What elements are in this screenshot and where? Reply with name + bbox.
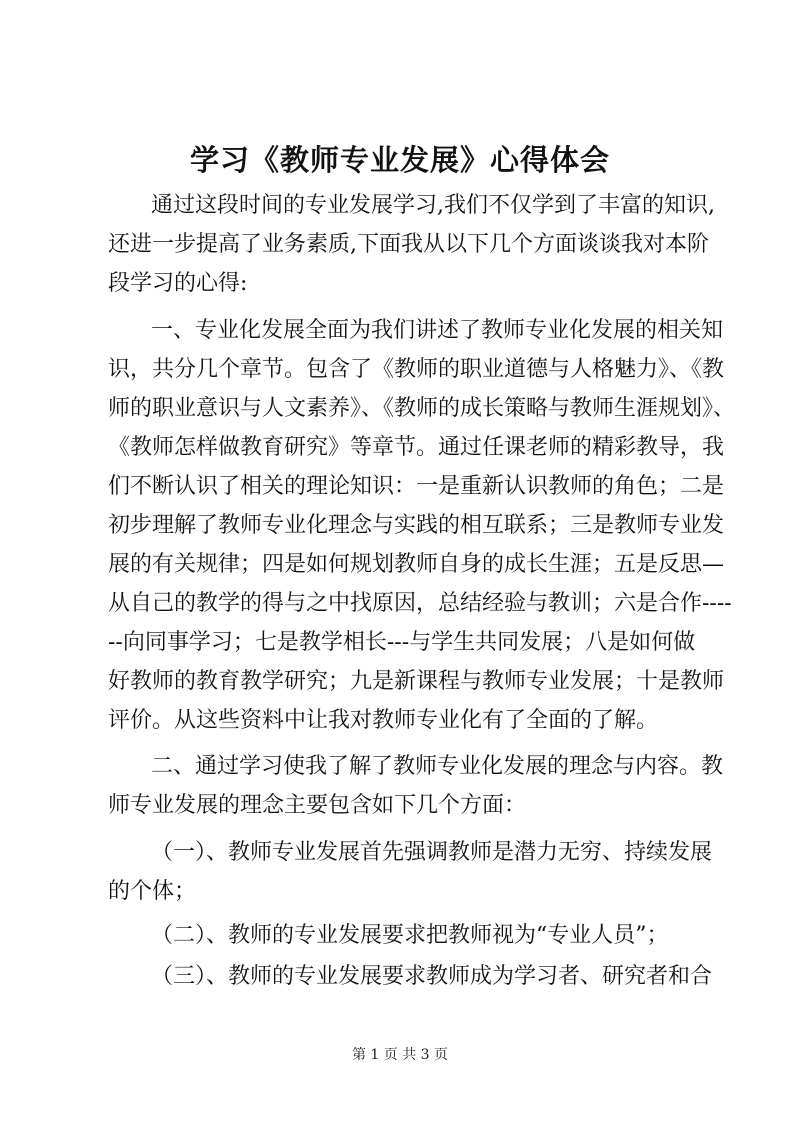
paragraph-line: 通过这段时间的专业发展学习,我们不仅学到了丰富的知识, xyxy=(151,193,715,218)
paragraph-line: 师的职业意识与人文素养》、《教师的成长策略与教师生涯规划》、 xyxy=(108,396,736,421)
paragraph-line: 好教师的教育教学研究；九是新课程与教师专业发展；十是教师 xyxy=(108,669,725,694)
paragraph-line: 一、专业化发展全面为我们讲述了教师专业化发展的相关知 xyxy=(151,318,724,343)
paragraph-line: 二、通过学习使我了解了教师专业化发展的理念与内容。教 xyxy=(151,754,724,779)
paragraph-line: 从自己的教学的得与之中找原因，总结经验与教训；六是合作---- xyxy=(108,591,732,616)
paragraph-line: 识，共分几个章节。包含了《教师的职业道德与人格魅力》、《教 xyxy=(108,357,725,382)
paragraph-line: --向同事学习；七是教学相长---与学生共同发展；八是如何做 xyxy=(108,630,696,655)
paragraph-line: （三）、教师的专业发展要求教师成为学习者、研究者和合 xyxy=(151,964,713,989)
paragraph-line: 展的有关规律；四是如何规划教师自身的成长生涯；五是反思— xyxy=(108,552,725,577)
paragraph-line: 还进一步提高了业务素质,下面我从以下几个方面谈谈我对本阶 xyxy=(108,232,709,257)
paragraph-line: 段学习的心得: xyxy=(108,271,248,296)
document-title: 学习《教师专业发展》心得体会 xyxy=(189,143,610,177)
paragraph-line: （一）、教师专业发展首先强调教师是潜力无穷、持续发展 xyxy=(151,840,713,865)
paragraph-line: 初步理解了教师专业化理念与实践的相互联系；三是教师专业发 xyxy=(108,513,725,538)
page-number: 第 1 页 共 3 页 xyxy=(351,1047,449,1063)
paragraph-line: 的个体； xyxy=(108,879,197,904)
paragraph-line: 师专业发展的理念主要包含如下几个方面： xyxy=(108,793,527,818)
paragraph-line: 评价。从这些资料中让我对教师专业化有了全面的了解。 xyxy=(108,708,659,733)
paragraph-line: 《教师怎样做教育研究》等章节。通过任课老师的精彩教导，我 xyxy=(108,435,725,460)
paragraph-line: 们不断认识了相关的理论知识：一是重新认识教师的角色；二是 xyxy=(108,474,725,499)
paragraph-line: （二）、教师的专业发展要求把教师视为“专业人员”； xyxy=(151,923,669,948)
